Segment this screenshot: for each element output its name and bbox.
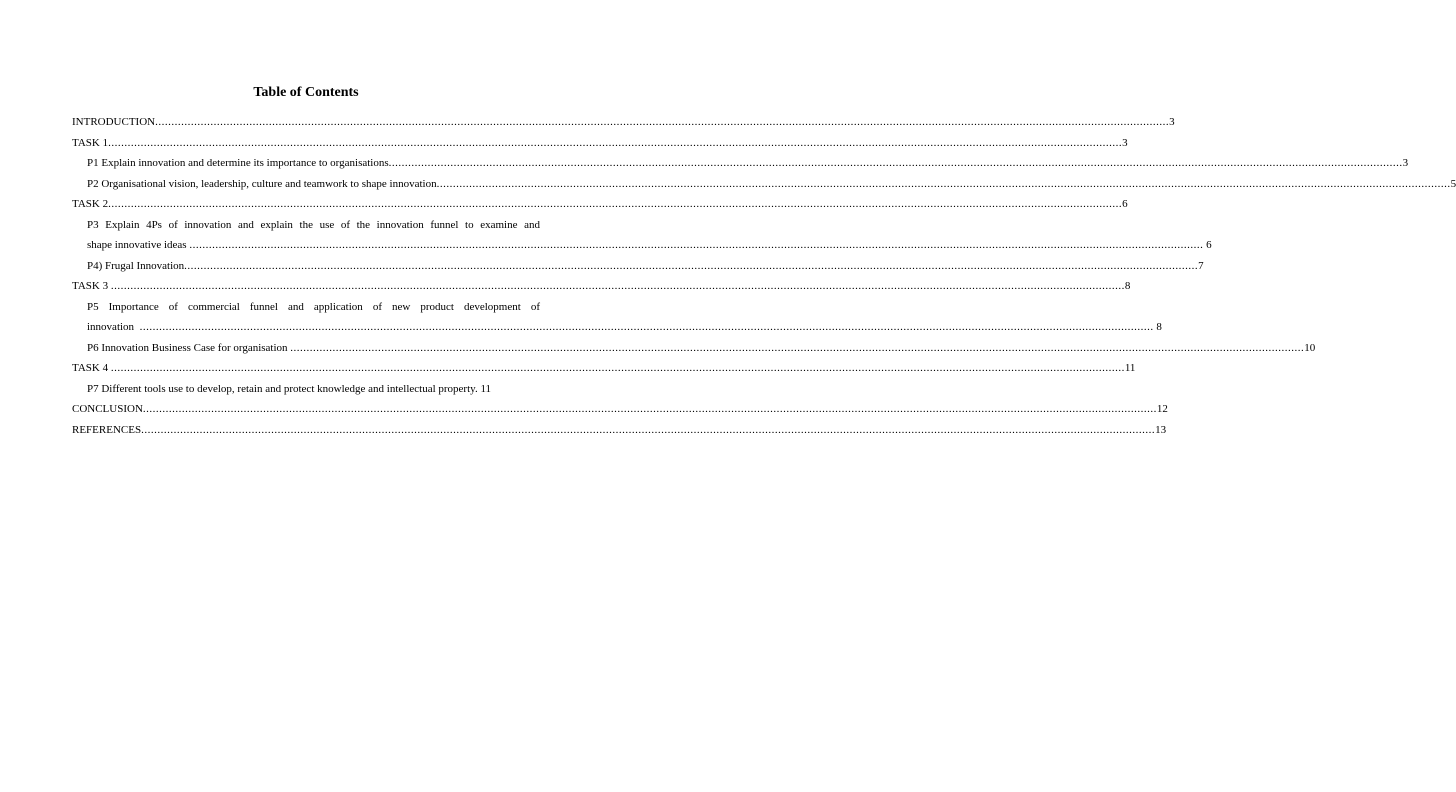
toc-entry-text: P7 Different tools use to develop, retain and protect knowledge and intellectual property.: [87, 382, 481, 395]
toc-entry-text: TASK 3: [72, 280, 111, 292]
toc-leader-dots: [108, 194, 1122, 215]
toc-entry-text-line-1: P3 Explain 4Ps of innovation and explain the use of the innovation funnel to examine and: [87, 218, 540, 231]
toc-entry-conclusion[interactable]: [72, 399, 1168, 420]
toc-entry-text: CONCLUSION: [72, 403, 143, 415]
toc-page-number: 11: [1124, 362, 1136, 374]
toc-entry-p5[interactable]: [72, 297, 1162, 338]
toc-list: [72, 112, 1456, 440]
toc-page-number: 3: [1122, 136, 1128, 149]
toc-entry-text: P6 Innovation Business Case for organisation: [87, 341, 291, 354]
toc-entry-p2[interactable]: [72, 174, 1456, 195]
toc-page-number: 11: [480, 382, 492, 395]
toc-leader-dots: [437, 174, 1451, 195]
toc-leader-dots: [155, 112, 1169, 133]
toc-page-number: 12: [1156, 403, 1168, 415]
toc-entry-p4[interactable]: [72, 256, 1204, 277]
toc-entry-text-line-2: shape innovative ideas: [87, 239, 187, 251]
toc-leader-dots: [111, 276, 1125, 297]
toc-page-number: 3: [1169, 116, 1175, 128]
toc-page-number: 6: [1206, 239, 1212, 251]
toc-entry-text-line-1: P5 Importance of commercial funnel and application of new product development of: [87, 300, 540, 313]
toc-page-number: 8: [1156, 321, 1162, 333]
toc-leader-dots: [140, 321, 1154, 333]
toc-entry-text: TASK 1: [72, 136, 109, 149]
toc-entry-task-4[interactable]: [72, 358, 1136, 379]
toc-entry-task-3[interactable]: [72, 276, 1131, 297]
toc-title: Table of Contents: [253, 85, 359, 100]
toc-entry-task-1[interactable]: [72, 133, 1128, 154]
toc-entry-p1[interactable]: [72, 153, 1409, 174]
toc-entry-text: P2 Organisational vision, leadership, culture and teamwork to shape innovation: [87, 177, 437, 190]
toc-leader-dots: [189, 239, 1203, 251]
toc-page-number: 5: [1450, 177, 1456, 190]
toc-leader-dots: [389, 153, 1403, 174]
toc-entry-text-line-2: innovation: [87, 321, 137, 333]
toc-leader-dots: [290, 338, 1304, 359]
toc-entry-text: TASK 4: [72, 362, 111, 374]
toc-leader-dots: [143, 399, 1157, 420]
toc-page-number: 8: [1124, 280, 1131, 292]
toc-leader-dots: [111, 358, 1125, 379]
toc-page-number: 13: [1155, 423, 1167, 436]
toc-entry-text: REFERENCES: [72, 423, 142, 436]
toc-page-number: 3: [1402, 157, 1409, 169]
toc-leader-dots: [141, 420, 1155, 441]
toc-entry-text: P1 Explain innovation and determine its importance to organisations: [87, 157, 389, 169]
toc-entry-p7[interactable]: [72, 379, 540, 400]
toc-leader-dots: [184, 256, 1198, 277]
toc-entry-p6[interactable]: [72, 338, 1316, 359]
toc-entry-text: P4) Frugal Innovation: [87, 259, 185, 272]
toc-entry-introduction[interactable]: [72, 112, 1175, 133]
toc-page-number: 7: [1198, 259, 1204, 272]
toc-entry-text: TASK 2: [72, 198, 109, 210]
toc-entry-task-2[interactable]: [72, 194, 1128, 215]
toc-page-number: 6: [1122, 198, 1128, 210]
toc-page-number: 10: [1304, 341, 1316, 354]
toc-entry-text: INTRODUCTION: [72, 116, 156, 128]
toc-leader-dots: [108, 133, 1122, 154]
toc-entry-p3[interactable]: [72, 215, 1212, 256]
toc-entry-references[interactable]: [72, 420, 1167, 441]
